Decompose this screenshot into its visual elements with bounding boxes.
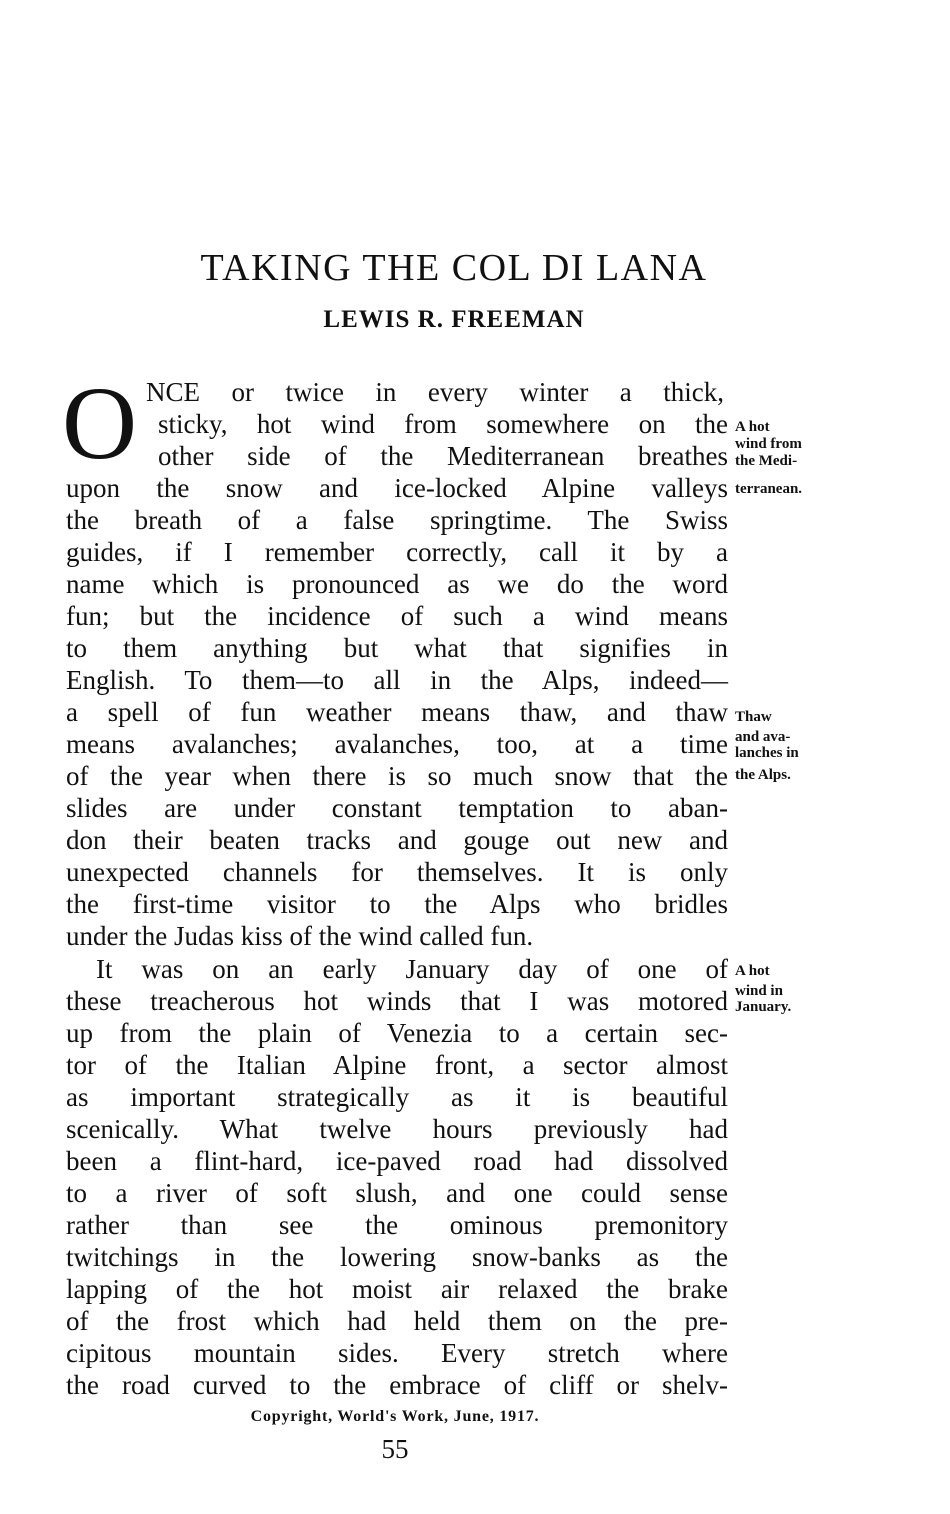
page-number: 55: [381, 1434, 409, 1464]
text-line: slides are under constant temptation to aban-: [66, 793, 728, 823]
text-line: scenically. What twelve hours previously had: [66, 1114, 728, 1144]
margin-note-line: wind from: [735, 436, 802, 452]
text-line: rather than see the ominous premonitory: [66, 1210, 728, 1240]
text-line: other side of the Mediterranean breathes: [158, 441, 728, 471]
drop-cap: O: [62, 366, 138, 481]
margin-note-line: terranean.: [735, 481, 803, 497]
text-line: lapping of the hot moist air relaxed the brake: [66, 1274, 728, 1304]
text-line: English. To them—to all in the Alps, indeed—: [66, 665, 728, 695]
margin-note-line: the Medi-: [735, 453, 798, 469]
text-line: tor of the Italian Alpine front, a sector almost: [66, 1050, 728, 1080]
text-line: guides, if I remember correctly, call it by a: [66, 537, 728, 567]
text-line: a spell of fun weather means thaw, and thaw: [66, 697, 728, 727]
text-line: to a river of soft slush, and one could sense: [66, 1178, 728, 1208]
text-line: sticky, hot wind from somewhere on the: [158, 409, 728, 439]
article-author: LEWIS R. FREEMAN: [323, 306, 585, 333]
text-line: upon the snow and ice-locked Alpine valleys: [66, 473, 728, 503]
text-line: of the frost which had held them on the pre-: [66, 1306, 728, 1336]
text-line: NCE or twice in every winter a thick,: [146, 377, 724, 407]
text-line: to them anything but what that signifies in: [66, 633, 728, 663]
text-line: been a flint-hard, ice-paved road had dissolved: [66, 1146, 728, 1176]
margin-note-line: A hot: [735, 963, 770, 979]
margin-note-line: and ava-: [735, 729, 791, 745]
article-title: TAKING THE COL DI LANA: [200, 247, 708, 289]
text-line: It was on an early January day of one of: [96, 954, 728, 984]
text-line: these treacherous hot winds that I was motored: [66, 986, 728, 1016]
text-line: the road curved to the embrace of cliff or shelv-: [66, 1370, 728, 1400]
text-line: of the year when there is so much snow that the: [66, 761, 728, 791]
text-line: unexpected channels for themselves. It is only: [66, 857, 728, 887]
margin-note-line: the Alps.: [735, 767, 791, 783]
copyright-footer: Copyright, World's Work, June, 1917.: [250, 1408, 540, 1425]
text-line: the breath of a false springtime. The Swiss: [66, 505, 728, 535]
margin-note-line: wind in: [735, 983, 783, 999]
text-line: under the Judas kiss of the wind called fun.: [66, 921, 534, 951]
text-line: the first-time visitor to the Alps who bridles: [66, 889, 728, 919]
text-line: means avalanches; avalanches, too, at a time: [66, 729, 728, 759]
text-line: name which is pronounced as we do the word: [66, 569, 728, 599]
margin-note-line: lanches in: [735, 745, 799, 761]
text-line: don their beaten tracks and gouge out new and: [66, 825, 728, 855]
text-line: up from the plain of Venezia to a certain sec-: [66, 1018, 728, 1048]
margin-note-line: January.: [735, 999, 792, 1015]
margin-note-line: Thaw: [735, 709, 772, 725]
text-line: as important strategically as it is beautiful: [66, 1082, 728, 1112]
text-line: fun; but the incidence of such a wind means: [66, 601, 728, 631]
text-line: twitchings in the lowering snow-banks as the: [66, 1242, 728, 1272]
text-line: cipitous mountain sides. Every stretch where: [66, 1338, 728, 1368]
margin-note-line: A hot: [735, 419, 770, 435]
